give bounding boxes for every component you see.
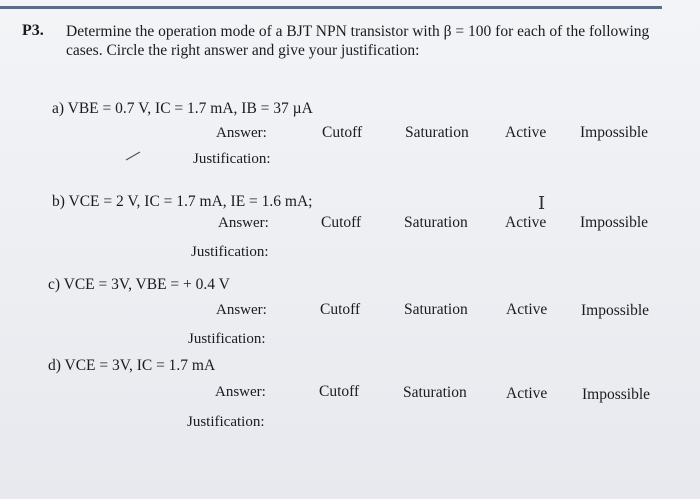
part-c-option-saturation[interactable]: Saturation xyxy=(404,301,468,318)
part-b-option-saturation[interactable]: Saturation xyxy=(404,214,468,231)
part-b-answer-label: Answer: xyxy=(218,215,269,231)
part-c-answer-label: Answer: xyxy=(216,302,267,318)
part-d-option-active[interactable]: Active xyxy=(506,385,548,402)
part-d-option-cutoff[interactable]: Cutoff xyxy=(319,383,360,400)
part-d-given: d) VCE = 3V, IC = 1.7 mA xyxy=(48,357,216,374)
problem-prompt: Determine the operation mode of a BJT NPN transistor with β = 100 for each of the following cases. Circle the right answer and give your justification: xyxy=(66,23,650,59)
problem-number: P3. xyxy=(22,22,44,39)
part-d-option-saturation[interactable]: Saturation xyxy=(403,384,467,401)
part-c-given: c) VCE = 3V, VBE = + 0.4 V xyxy=(48,276,230,293)
part-b-option-active[interactable]: Active xyxy=(505,214,547,231)
part-b-option-impossible[interactable]: Impossible xyxy=(580,214,649,231)
part-a-option-saturation[interactable]: Saturation xyxy=(405,124,469,141)
part-d-justification-label: Justification: xyxy=(187,414,265,430)
part-b-justification-label: Justification: xyxy=(191,244,269,260)
part-d-answer-label: Answer: xyxy=(215,384,266,400)
part-a-option-active[interactable]: Active xyxy=(505,124,547,141)
pen-stroke-mark xyxy=(124,150,144,162)
part-c-justification-label: Justification: xyxy=(188,331,266,347)
part-b-given: b) VCE = 2 V, IC = 1.7 mA, IE = 1.6 mA; xyxy=(52,193,313,210)
text-cursor-icon: I xyxy=(538,193,546,214)
top-rule-divider xyxy=(0,6,662,9)
part-b-option-cutoff[interactable]: Cutoff xyxy=(321,214,362,231)
part-a-option-impossible[interactable]: Impossible xyxy=(580,124,649,141)
part-a-given: a) VBE = 0.7 V, IC = 1.7 mA, IB = 37 µA xyxy=(52,100,313,117)
part-a-option-cutoff[interactable]: Cutoff xyxy=(322,124,363,141)
part-d-option-impossible[interactable]: Impossible xyxy=(582,386,651,403)
part-c-option-cutoff[interactable]: Cutoff xyxy=(320,301,361,318)
part-a-justification-label: Justification: xyxy=(193,151,271,167)
part-a-answer-label: Answer: xyxy=(216,125,267,141)
part-c-option-active[interactable]: Active xyxy=(506,301,548,318)
part-c-option-impossible[interactable]: Impossible xyxy=(581,302,650,319)
